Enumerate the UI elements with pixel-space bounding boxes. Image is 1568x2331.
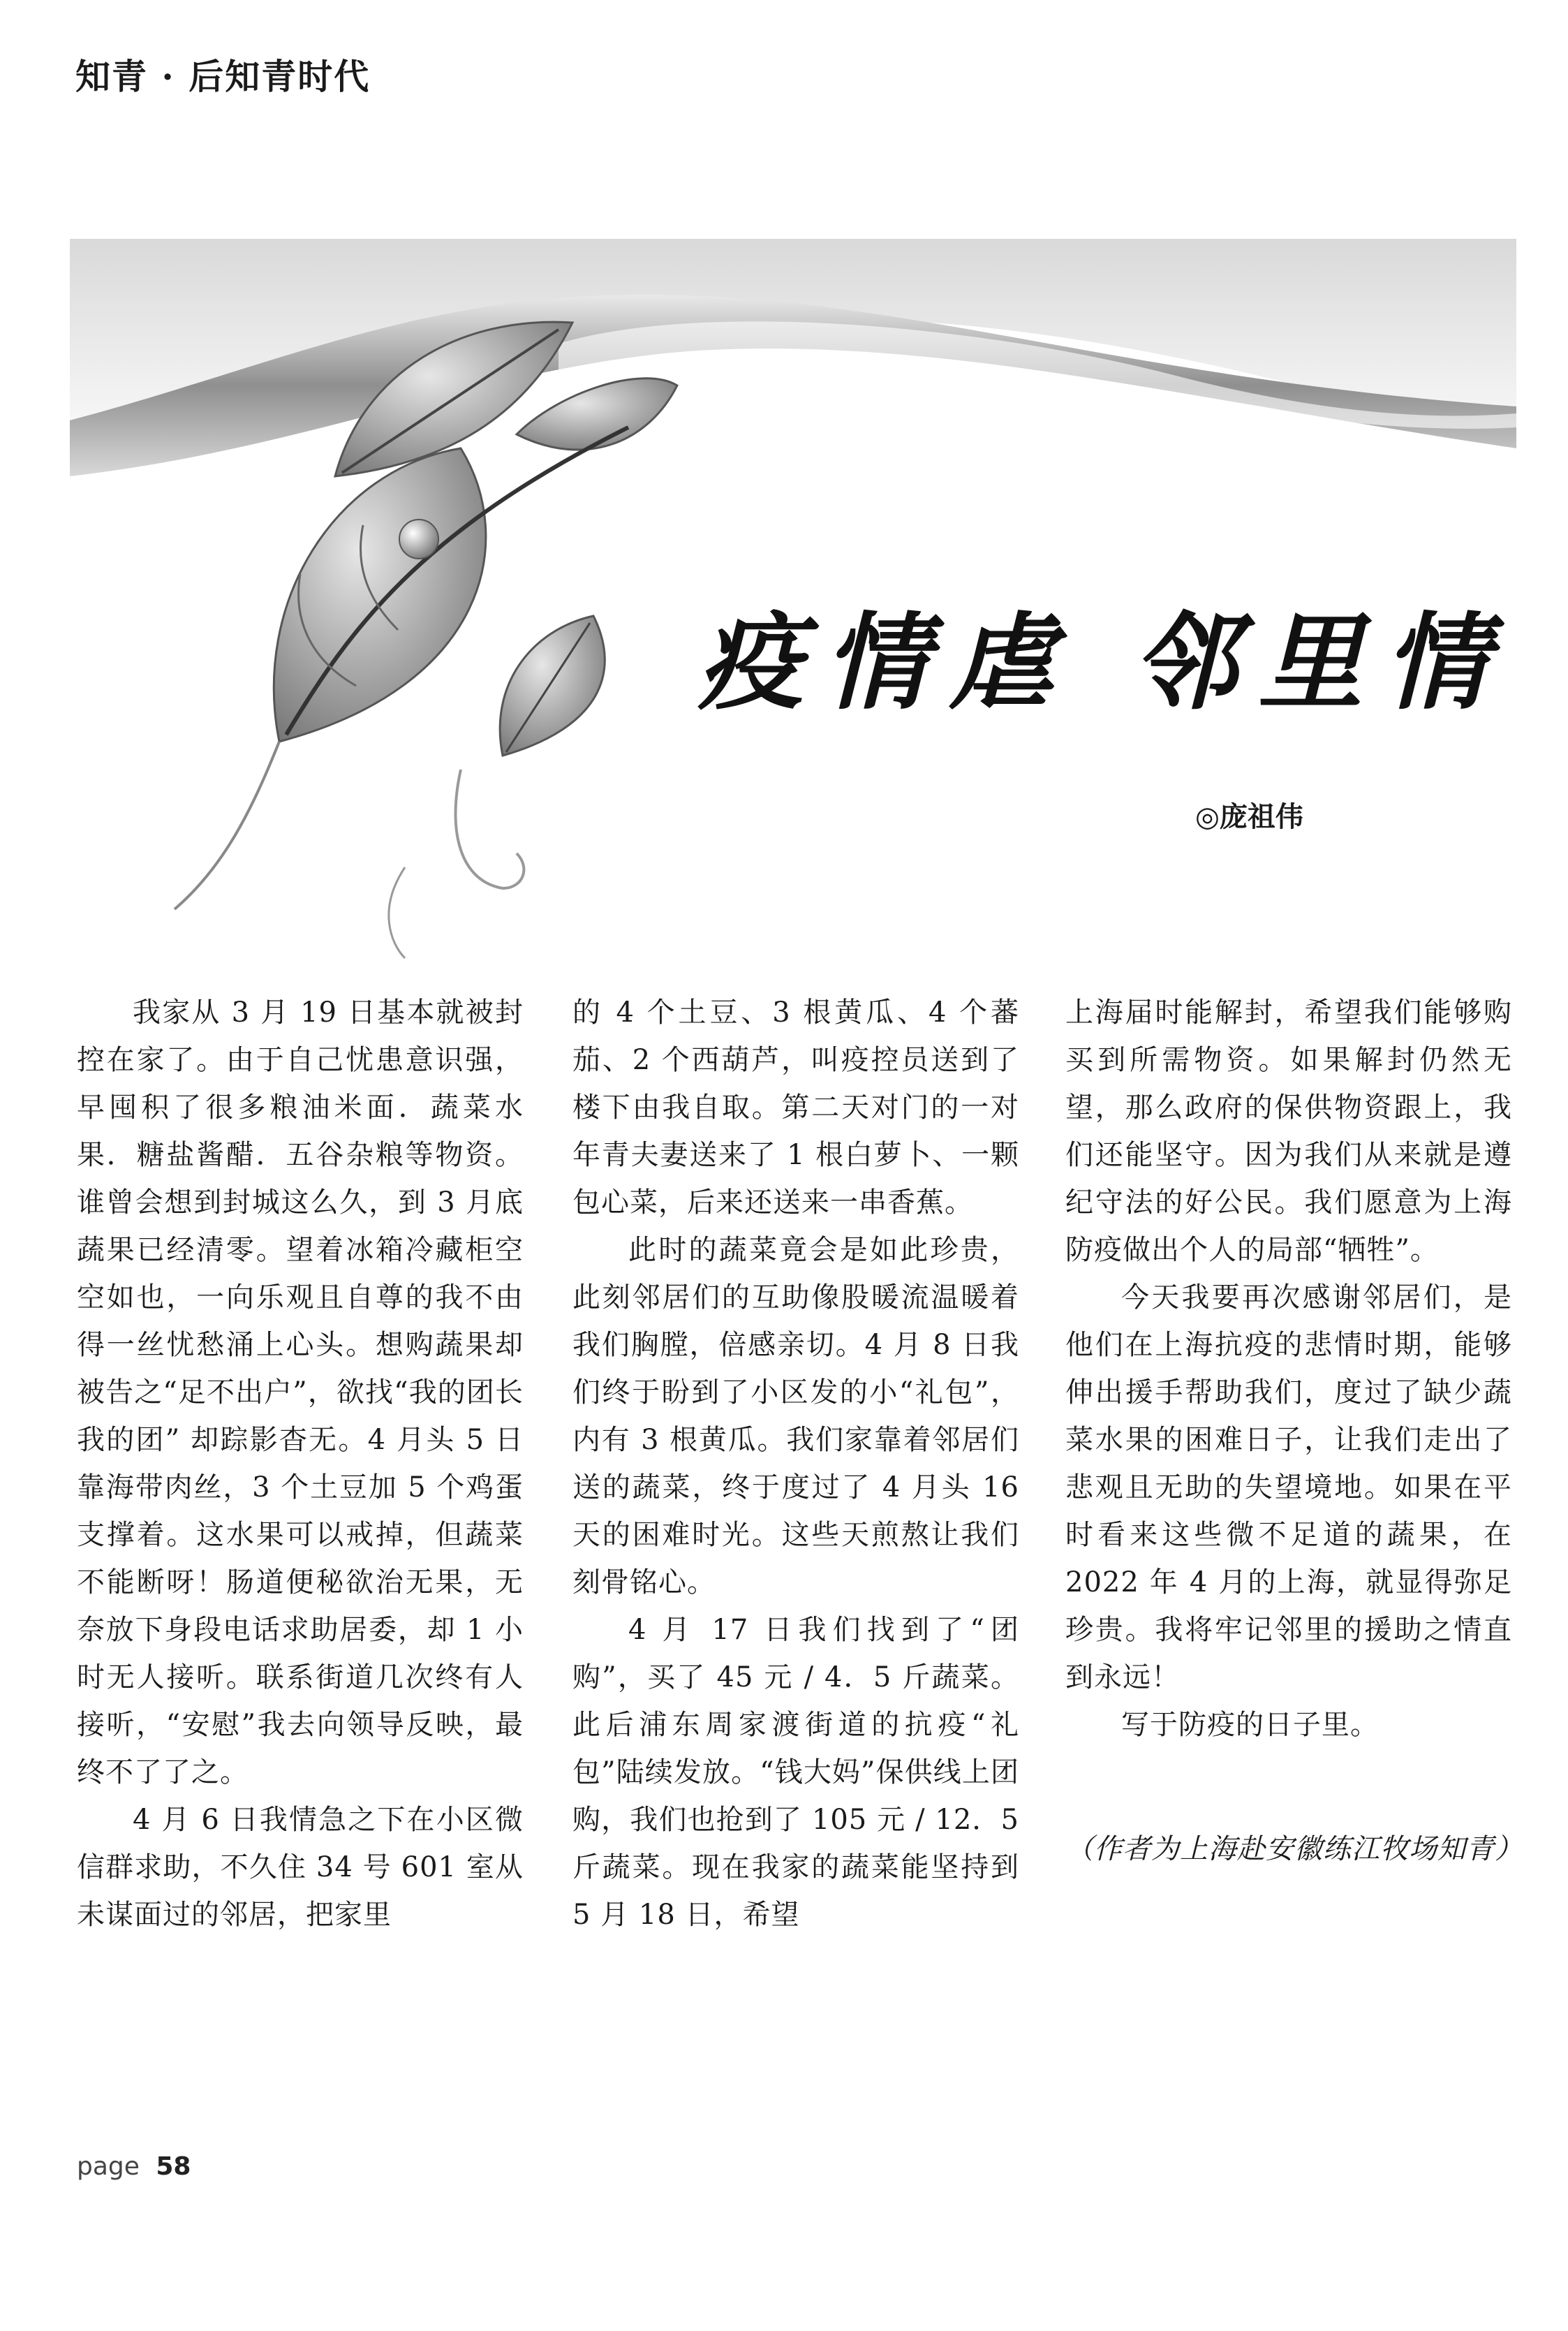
paragraph: 写于防疫的日子里。 [1121, 1709, 1379, 1741]
paragraph: 的 4 个土豆、3 根黄瓜、4 个蕃茄、2 个西葫芦，叫疫控员送到了楼下由我自取。第二天对门的一对年青夫妻送来了 1 根白萝卜、一颗包心菜，后来还送来一串香蕉。 [572, 997, 1019, 1219]
paragraph: 我家从 3 月 19 日基本就被封控在家了。由于自己忧患意识强，早囤积了很多粮油米面．蔬菜水果．糖盐酱醋．五谷杂粮等物资。谁曾会想到封城这么久，到 3 月底蔬果已经清零。望着冰箱冷藏柜空空如也，一向乐观且自尊的我不由得一丝忧愁涌上心头。想购蔬果却被告之“足不出户”，欲找“我的团长我的团” 却踪影杳无。4 月头 5 日靠海带肉丝，3 个土豆加 5 个鸡蛋支撑着。这水果可以戒掉，但蔬菜不能断呀！肠道便秘欲治无果，无奈放下身段电话求助居委，却 1 小时无人接听。联系街道几次终有人接听，“安慰”我去向领导反映，最终不了了之。 [77, 997, 524, 1788]
text-column-2 [572, 989, 1019, 1939]
paragraph: 上海届时能解封，希望我们能够购买到所需物资。如果解封仍然无望，那么政府的保供物资跟上，我们还能坚守。因为我们从来就是遵纪守法的好公民。我们愿意为上海防疫做出个人的局部“牺牲”。 [1065, 997, 1512, 1266]
article-title: 疫情虐 邻里情 [698, 601, 1510, 724]
page-number: 58 [156, 2152, 191, 2181]
page-footer [77, 2152, 191, 2181]
text-column-3 [1065, 989, 1523, 1873]
paragraph: 4 月 6 日我情急之下在小区微信群求助，不久住 34 号 601 室从未谋面过的邻居，把家里 [77, 1804, 524, 1931]
paragraph: 今天我要再次感谢邻居们，是他们在上海抗疫的悲情时期，能够伸出援手帮助我们，度过了缺少蔬菜水果的困难日子，让我们走出了悲观且无助的失望境地。如果在平时看来这些微不足道的蔬果，在 2022 年 4 月的上海，就显得弥足珍贵。我将牢记邻里的援助之情直到永远！ [1065, 1281, 1512, 1693]
author-byline: ◎庞祖伟 [1195, 801, 1303, 833]
page-label: page [77, 2152, 140, 2181]
section-header: 知青 · 后知青时代 [75, 56, 371, 97]
author-note: （作者为上海赴安徽练江牧场知青） [1065, 1833, 1523, 1865]
text-column-1 [77, 989, 524, 1939]
paragraph: 4 月 17 日我们找到了“团购”，买了 45 元 / 4．5 斤蔬菜。此后浦东周家渡街道的抗疫“礼包”陆续发放。“钱大妈”保供线上团购，我们也抢到了 105 元 / 12．5 斤蔬菜。现在我家的蔬菜能坚持到 5 月 18 日，希望 [572, 1614, 1019, 1931]
paragraph: 此时的蔬菜竟会是如此珍贵，此刻邻居们的互助像股暖流温暖着我们胸膛，倍感亲切。4 月 8 日我们终于盼到了小区发的小“礼包”，内有 3 根黄瓜。我们家靠着邻居们送的蔬菜，终于度过了 4 月头 16 天的困难时光。这些天煎熬让我们刻骨铭心。 [572, 1234, 1019, 1598]
